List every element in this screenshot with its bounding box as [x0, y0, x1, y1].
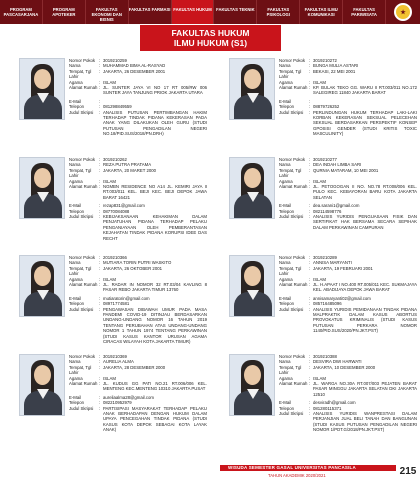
student-info: Nomor Pokok : 2019210366 Nama : MUTIARA TORIN PUTRI WASKITO Tempat, Tgl Lahir : JAKARTA, 26 OKTOBER 2001 Agama : ISLAM Alamat Rumah : JL. RADAR IN NOMOR 32 RT.03/04 KAVLING 8 PASAR REBO JAKARTA TIMUR 13760 E-Mail : mutiaratorin@gmail.com Telepon : 08971774581 Judul Skripsi : PENGAWASAN DIBAWAH UMUR PADA MASA PANDEMI COVID-19 DITINJAU BERDASARKAN UNDANG-UNDANG NOMOR 16 TAHUN 2019 TENTANG PERUBAHAN ATAS UNDANG-UNDANG NOMOR 1 TAHUN 1974 TENTANG PERKAWINAN (STUDI KASUS KANTOR URUSAN AGAMA CIRACAS WILAYAH KOTA JAKARTA TIMUR) [69, 255, 207, 345]
nav-tab-ekonomi[interactable]: FAKULTAS EKONOMI DAN BISNIS [86, 0, 129, 24]
student-npm: 3019210388 [313, 354, 337, 359]
student-photo [19, 58, 65, 120]
student-card [210, 155, 420, 247]
university-logo [386, 0, 420, 24]
page-footer [220, 463, 420, 480]
student-religion: ISLAM [313, 276, 326, 282]
nav-tab-farmasi[interactable]: FAKULTAS FARMASI [129, 0, 172, 24]
student-birth: JAKARTA, 26 DESEMBER 2001 [103, 68, 166, 74]
student-info: Nomor Pokok : 3019210262 Nama : REZA PUTRA PRATAMA Tempat, Tgl Lahir : JAKARTA, 20 MARET 2000 Agama : ISLAM Alamat Rumah : NGMBN RESIDENCE NO A14 JL. KEMIRI JAYA II RT.003/011 KEL. BEJI KEC. BEJI DEPOK JAWA BARAT 16421 E-Mail : rezap831@gmail.com Telepon : 08770084088 Judul Skripsi : KEBIJAKSANAAN KEHAKIMAN DALAM PENJATUHAN PIDANA TERHADAP PELAKU PENGANIAYAAN OLEH PEMBERANTASAN KEJAHATAN TINDAK PIDANA KORUPSI IDEE DAS RECHT [69, 157, 207, 241]
nav-tab-pariwisata[interactable]: FAKULTAS PARIWISATA [343, 0, 386, 24]
student-name: REZA PUTRA PRATAMA [103, 162, 152, 168]
nav-tab-pascasarjana[interactable]: PROGRAM PASCASARJANA [0, 0, 43, 24]
student-photo [19, 354, 65, 416]
student-card [210, 352, 420, 444]
student-religion: ISLAM [103, 79, 116, 85]
student-thesis: ANALISIS YURIDIS PENGUASAAN FISIK DAN SERTIFIKAT HAK BERSAMA SECARA SEPIHAK DALAM PERKAWINAN CAMPURAN [313, 214, 417, 230]
footer-subtitle: TAHUN AKADEMIK 2020/2021 [268, 473, 326, 478]
student-photo [229, 255, 275, 317]
student-phone: 081298849559 [103, 104, 132, 110]
student-info: Nomor Pokok : 3019210369 Nama : AURELIA ALMA Tempat, Tgl Lahir : JAKARTA, 28 DESEMBER 2000 Agama : ISLAM Alamat Rumah : JL. KUDUS GG PATI NO.21 RT.006/006 KEL. MENTENG KEC.MENTENG 10310 JAKARTA PUSAT E-Mail : aureliaalma28@gmail.com Telepon : 082210952979 Judul Skripsi : PARTISIPASI MASYARAKAT TERHADAP PELAKU ANAK BERHADAPAN DENGAN HUKUM DALAM UPAYA PENCEGAHAN TINDAK PIDANA (STUDI KASUS KOTA DEPOK SEBAGAI KOTA LAYAK ANAK) [69, 354, 207, 433]
student-address: JL. PETOGOGAN II NO. NO.78 RT.008/006 KEL. PULO KEC. KEBAYORAN BARU KOTA JAKARTA SELATAN [313, 184, 417, 200]
student-religion: ISLAM [313, 375, 326, 381]
student-thesis: ANALISIS YURIDIS PEMIDANAAN TINDAK PIDANA MALPRAKTIK DALAM KASUS ABORTUS PROVOKATUS KRIMINALIS (STUDI KASUS PUTUSAN PERKARA NOMOR 1140/PID.SUS/2020/PN.JKT.PST) [313, 306, 417, 334]
student-email: desviradh@gmail.com [313, 400, 356, 406]
student-photo [229, 157, 275, 219]
student-card [210, 56, 420, 148]
student-name: MUHAMMAD BIMA AL-RASYAD [103, 63, 166, 69]
student-npm: 3019210262 [103, 157, 127, 162]
nav-tab-psikologi[interactable]: FAKULTAS PSIKOLOGI [257, 0, 300, 24]
student-card [0, 56, 210, 148]
student-npm: 3019210277 [313, 157, 337, 162]
student-email: dea.sarani1@gmail.com [313, 203, 360, 209]
student-info: Nomor Pokok : 3019210289 Nama : ANNISA MARYANTI Tempat, Tgl Lahir : JAKARTA, 19 FEBRUARI 2001 Agama : ISLAM Alamat Rumah : JL. H.APAAT I NO.400 RT.005/011 KEC. SUKMAJAYA KEL. ABADIJAYA DEPOK JAWA BARAT E-Mail : annisamaryanti02@gmail.com Telepon : 085716485096 Judul Skripsi : ANALISIS YURIDIS PEMIDANAAN TINDAK PIDANA MALPRAKTIK DALAM KASUS ABORTUS PROVOKATUS KRIMINALIS (STUDI KASUS PUTUSAN PERKARA NOMOR 1140/PID.SUS/2020/PN.JKT.PST) [279, 255, 417, 334]
student-name: MUTIARA TORIN PUTRI WASKITO [103, 260, 172, 266]
student-photo [229, 58, 275, 120]
student-phone: 08879726252 [313, 104, 340, 110]
student-email: rezap831@gmail.com [103, 203, 145, 209]
student-info: Nomor Pokok : 3019210388 Nama : DESVIRA DWI HARWATI Tempat, Tgl Lahir : JAKARTA, 10 DESEMBER 2000 Agama : ISLAM Alamat Rumah : JL. WARGA NO.30A RT.007/003 PEJATEN BARAT PASAR MINGGU JAKARTA SELATAN DKI JAKARTA 12510 E-Mail : desviradh@gmail.com Telepon : 081280115371 Judul Skripsi : ANALISIS YURIDIS WANPRESTASI DALAM PERJANJIAN JUAL BELI TANAH DAN BANGUNAN (STUDI KASUS PUTUSAN PENGADILAN NEGERI NOMOR 1/PDT.G/2018/PN.JKT.PST) [279, 354, 417, 433]
student-birth: JAKARTA, 20 MARET 2000 [103, 167, 157, 173]
faculty-nav [0, 0, 420, 24]
student-religion: ISLAM [103, 178, 116, 184]
student-religion: ISLAM [103, 276, 116, 282]
student-birth: QURNIA MATARAM, 10 MEI 2001 [313, 167, 379, 173]
student-photo [229, 354, 275, 416]
student-address: JL. WARGA NO.30A RT.007/003 PEJATEN BARAT PASAR MINGGU JAKARTA SELATAN DKI JAKARTA 12510 [313, 381, 417, 397]
student-phone: 081280115371 [313, 405, 342, 411]
nav-tab-komunikasi[interactable]: FAKULTAS ILMU KOMUNIKASI [300, 0, 343, 24]
student-name: DESVIRA DWI HARWATI [313, 359, 362, 365]
student-phone: 085716485096 [313, 301, 342, 307]
student-phone: 082114598776 [313, 208, 342, 214]
nav-tab-hukum[interactable]: FAKULTAS HUKUM [172, 0, 215, 24]
student-npm: 3019210289 [313, 255, 337, 260]
nav-tab-apoteker[interactable]: PROGRAM APOTEKER [43, 0, 86, 24]
student-photo [19, 157, 65, 219]
student-email: aureliaalma28@gmail.com [103, 394, 154, 400]
student-name: BUNGA MULIA ASTARI [313, 63, 359, 69]
student-thesis: KEBIJAKSANAAN KEHAKIMAN DALAM PENJATUHAN PIDANA TERHADAP PELAKU PENGANIAYAAN OLEH PEMBERANTASAN KEJAHATAN TINDAK PIDANA KORUPSI IDEE DAS RECHT [103, 214, 207, 241]
student-name: DEA INDAH LIMBA SARI [313, 162, 362, 168]
student-thesis: PERLINDUNGAN HUKUM TERHADAP LAKI-LAKI KORBAN KEKERASAN SEKSUAL PELECEHAN SEKSUAL BERDASARKAN PERSPEKTIF KONSEP GPOSISI GENDER (STUDI KRITIS TOXIC MASCULINITY) [313, 109, 417, 137]
student-religion: ISLAM [313, 178, 326, 184]
student-card [0, 253, 210, 345]
student-phone: 08770084088 [103, 208, 130, 214]
student-address: JL. H.APAAT I NO.400 RT.005/011 KEC. SUKMAJAYA KEL. ABADIJAYA DEPOK JAWA BARAT [313, 282, 417, 293]
crest-icon: ★ [394, 3, 412, 21]
student-name: AURELIA ALMA [103, 359, 134, 365]
student-email: mutiaratorin@gmail.com [103, 295, 150, 301]
nav-tab-teknik[interactable]: FAKULTAS TEKNIK [214, 0, 257, 24]
student-birth: JAKARTA, 28 DESEMBER 2000 [103, 364, 166, 370]
student-phone: 082210952979 [103, 400, 132, 406]
student-card [0, 352, 210, 444]
faculty-title-line1: FAKULTAS HUKUM [171, 28, 250, 38]
student-photo [19, 255, 65, 317]
student-npm: 3019210369 [103, 354, 127, 359]
student-religion: ISLAM [103, 375, 116, 381]
student-thesis: ANALISIS PUTUSAN PERTIMBANGAN HAKIM TERHADAP TINDAK PIDANA KEKERASAN PADA ANAK YANG DILAKUKAN OLEH GURU (STUDI PUTUSAN PENGADILAN NEGERI NO.18/PID.SUS/2018/PN.DRH) [103, 109, 207, 137]
student-thesis: PARTISIPASI MASYARAKAT TERHADAP PELAKU ANAK BERHADAPAN DENGAN HUKUM DALAM UPAYA PENCEGAHAN TINDAK PIDANA (STUDI KASUS KOTA DEPOK SEBAGAI KOTA LAYAK ANAK) [103, 405, 207, 433]
student-card [0, 155, 210, 247]
faculty-title [140, 25, 281, 51]
student-info: Nomor Pokok : 3019210272 Nama : BUNGA MULIA ASTARI Tempat, Tgl Lahir : BEKASI, 22 MEI 2001 Agama : ISLAM Alamat Rumah : KP. BULAK TEKO GG. WARU II RT.003/011 NO.172 SALEGIREG 11840 JAKARTA BARAT E-Mail : Telepon : 08879726252 Judul Skripsi : PERLINDUNGAN HUKUM TERHADAP LAKI-LAKI KORBAN KEKERASAN SEKSUAL PELECEHAN SEKSUAL BERDASARKAN PERSPEKTIF KONSEP GPOSISI GENDER (STUDI KRITIS TOXIC MASCULINITY) [279, 58, 417, 137]
student-address: KP. BULAK TEKO GG. WARU II RT.003/011 NO.172 SALEGIREG 11840 JAKARTA BARAT [313, 85, 417, 96]
student-info: Nomor Pokok : 3019210277 Nama : DEA INDAH LIMBA SARI Tempat, Tgl Lahir : QURNIA MATARAM, 10 MEI 2001 Agama : ISLAM Alamat Rumah : JL. PETOGOGAN II NO. NO.78 RT.008/006 KEL. PULO KEC. KEBAYORAN BARU KOTA JAKARTA SELATAN E-Mail : dea.sarani1@gmail.com Telepon : 082114598776 Judul Skripsi : ANALISIS YURIDIS PENGUASAAN FISIK DAN SERTIFIKAT HAK BERSAMA SECARA SEPIHAK DALAM PERKAWINAN CAMPURAN [279, 157, 417, 230]
student-info: Nomor Pokok : 3019210259 Nama : MUHAMMAD BIMA AL-RASYAD Tempat, Tgl Lahir : JAKARTA, 26 DESEMBER 2001 Agama : ISLAM Alamat Rumah : JL. SUNTER JAYA VI NO 17 RT 005/RW 006 SUNTER JAYA TANJUNG PRIOK JAKARTA UTARA E-Mail : Telepon : 081298849559 Judul Skripsi : ANALISIS PUTUSAN PERTIMBANGAN HAKIM TERHADAP TINDAK PIDANA KEKERASAN PADA ANAK YANG DILAKUKAN OLEH GURU (STUDI PUTUSAN PENGADILAN NEGERI NO.18/PID.SUS/2018/PN.DRH) [69, 58, 207, 137]
student-birth: BEKASI, 22 MEI 2001 [313, 68, 356, 74]
page-number: 215 [396, 463, 420, 480]
footer-title: WISUDA SEMESTER GASAL UNIVERSITAS PANCASILA [228, 465, 356, 470]
student-address: JL. KUDUS GG PATI NO.21 RT.006/006 KEL. MENTENG KEC.MENTENG 10310 JAKARTA PUSAT [103, 381, 207, 392]
student-birth: JAKARTA, 19 FEBRUARI 2001 [313, 265, 373, 271]
student-npm: 3019210259 [103, 58, 127, 63]
student-thesis: PENGAWASAN DIBAWAH UMUR PADA MASA PANDEMI COVID-19 DITINJAU BERDASARKAN UNDANG-UNDANG NOMOR 16 TAHUN 2019 TENTANG PERUBAHAN ATAS UNDANG-UNDANG NOMOR 1 TAHUN 1974 TENTANG PERKAWINAN (STUDI KASUS KANTOR URUSAN AGAMA CIRACAS WILAYAH KOTA JAKARTA TIMUR) [103, 306, 207, 345]
student-phone: 08971774581 [103, 301, 130, 307]
student-npm: 2019210366 [103, 255, 127, 260]
student-card [210, 253, 420, 345]
student-name: ANNISA MARYANTI [313, 260, 352, 266]
faculty-title-line2: ILMU HUKUM (S1) [173, 38, 248, 48]
student-address: JL. SUNTER JAYA VI NO 17 RT 005/RW 006 SUNTER JAYA TANJUNG PRIOK JAKARTA UTARA [103, 85, 207, 96]
student-email: annisamaryanti02@gmail.com [313, 295, 371, 301]
student-address: JL. RADAR IN NOMOR 32 RT.03/04 KAVLING 8 PASAR REBO JAKARTA TIMUR 13760 [103, 282, 207, 293]
student-birth: JAKARTA, 10 DESEMBER 2000 [313, 364, 376, 370]
student-religion: ISLAM [313, 79, 326, 85]
student-birth: JAKARTA, 26 OKTOBER 2001 [103, 265, 162, 271]
student-thesis: ANALISIS YURIDIS WANPRESTASI DALAM PERJANJIAN JUAL BELI TANAH DAN BANGUNAN (STUDI KASUS PUTUSAN PENGADILAN NEGERI NOMOR 1/PDT.G/2018/PN.JKT.PST) [313, 411, 417, 433]
student-npm: 3019210272 [313, 58, 337, 63]
student-address: NGMBN RESIDENCE NO A14 JL. KEMIRI JAYA II RT.003/011 KEL. BEJI KEC. BEJI DEPOK JAWA BARAT 16421 [103, 184, 207, 200]
